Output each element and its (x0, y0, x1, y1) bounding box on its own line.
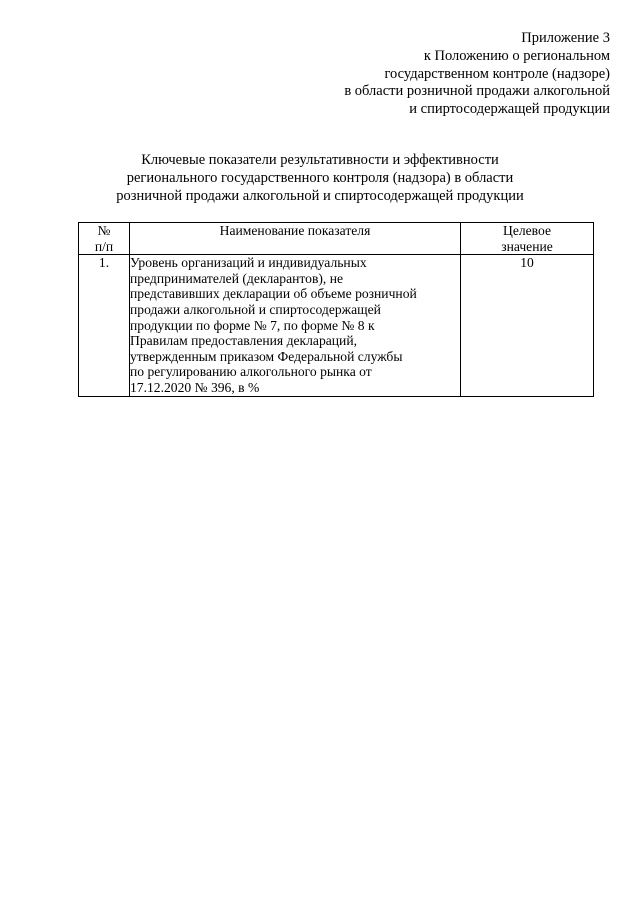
title-line: регионального государственного контроля (надзора) в области (126, 169, 514, 186)
header-number-line2: п/п (94, 238, 114, 254)
title-line: Ключевые показатели результативности и эффективности (141, 152, 499, 168)
header-value-line1: Целевое (503, 223, 551, 238)
header-number-line1: № (97, 223, 111, 238)
title-line: розничной продажи алкогольной и спиртосодержащей продукции (116, 187, 524, 204)
indicator-line: утвержденным приказом Федеральной службы (130, 348, 403, 364)
indicator-line: по регулированию алкогольного рынка от (130, 364, 372, 380)
indicator-line: продукции по форме № 7, по форме № 8 к (130, 317, 375, 333)
annex-line: и спиртосодержащей продукции (409, 101, 610, 118)
row-indicator-name (130, 255, 461, 396)
header-number (79, 223, 130, 255)
indicator-line: продажи алкогольной и спиртосодержащей (130, 301, 381, 317)
row-target-value: 10 (461, 255, 594, 396)
indicator-line: предпринимателей (декларантов), не (130, 270, 344, 286)
header-target-value (461, 223, 594, 255)
indicator-line: Правилам предоставления деклараций, (130, 333, 357, 349)
document-title (0, 152, 640, 205)
row-number: 1. (79, 255, 130, 396)
annex-line: к Положению о региональном (423, 47, 610, 64)
annex-line: в области розничной продажи алкогольной (344, 83, 610, 100)
table-header-row (79, 223, 594, 255)
header-value-line2: значение (501, 238, 553, 254)
indicators-table (78, 222, 594, 397)
table-row (79, 255, 594, 396)
indicator-line: представивших декларации об объеме розничной (130, 286, 417, 302)
annex-line: Приложение 3 (521, 30, 610, 46)
indicator-line: 17.12.2020 № 396, в % (130, 379, 260, 395)
annex-note (344, 30, 610, 119)
indicator-line: Уровень организаций и индивидуальных (130, 255, 367, 271)
header-indicator-name: Наименование показателя (130, 223, 461, 255)
annex-line: государственном контроле (надзоре) (384, 65, 610, 82)
